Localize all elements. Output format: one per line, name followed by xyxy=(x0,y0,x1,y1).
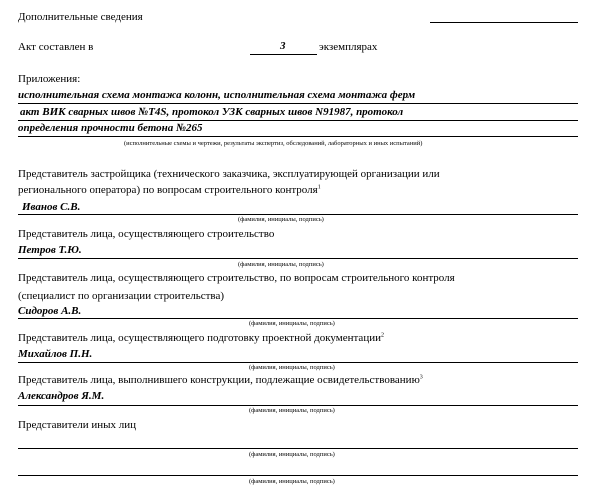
rep-name: Михайлов П.Н. xyxy=(18,348,93,360)
rep-signature-line[interactable] xyxy=(18,405,578,406)
rep-caption: (фамилия, инициалы, подпись) xyxy=(238,216,324,223)
attachment-line: исполнительная схема монтажа колонн, исполнительная схема монтажа ферм xyxy=(18,89,416,101)
rep-signature-line[interactable] xyxy=(18,318,578,319)
rep-signature-line[interactable] xyxy=(18,448,578,449)
rep-caption: (фамилия, инициалы, подпись) xyxy=(249,320,335,327)
additional-info-label: Дополнительные сведения xyxy=(18,11,143,23)
rep-label: регионального оператора) по вопросам строительного контроля$^1$ xyxy=(18,184,321,196)
copies-underline[interactable] xyxy=(250,54,317,55)
attachments-label: Приложения: xyxy=(18,73,81,85)
rep-name: Иванов С.В. xyxy=(22,201,81,213)
attachment-line: акт ВИК сварных швов №Т4S, протокол УЗК сварных швов N91987, протокол xyxy=(20,106,404,118)
rep-signature-line[interactable] xyxy=(18,362,578,363)
rep-label: (специалист по организации строительства) xyxy=(18,290,225,302)
rep-caption: (фамилия, инициалы, подпись) xyxy=(249,478,335,485)
rep-signature-line[interactable] xyxy=(18,475,578,476)
attachment-underline xyxy=(18,136,578,137)
rep-name: Сидоров А.В. xyxy=(18,305,82,317)
attachments-caption: (исполнительные схемы и чертежи, результаты экспертиз, обследований, лабораторных и иных испытаний) xyxy=(124,140,423,147)
rep-label: Представители иных лиц xyxy=(18,419,137,431)
rep-label: Представитель лица, выполнившего конструкции, подлежащие освидетельствованию$^3$ xyxy=(18,374,423,386)
rep-caption: (фамилия, инициалы, подпись) xyxy=(249,364,335,371)
rep-caption: (фамилия, инициалы, подпись) xyxy=(238,261,324,268)
rep-name: Петров Т.Ю. xyxy=(18,244,82,256)
rep-signature-line[interactable] xyxy=(18,258,578,259)
rep-label: Представитель лица, осуществляющего подготовку проектной документации$^2$ xyxy=(18,332,384,344)
additional-info-line[interactable] xyxy=(430,22,578,23)
act-label: Акт составлен в xyxy=(18,41,94,53)
rep-caption: (фамилия, инициалы, подпись) xyxy=(249,451,335,458)
rep-signature-line[interactable] xyxy=(18,214,578,215)
rep-label: Представитель лица, осуществляющего строительство, по вопросам строительного контроля xyxy=(18,272,455,284)
rep-label: Представитель застройщика (технического заказчика, эксплуатирующей организации или xyxy=(18,168,440,180)
rep-name: Александров Я.М. xyxy=(18,390,105,402)
attachment-underline xyxy=(18,103,578,104)
attachment-underline xyxy=(18,120,578,121)
rep-label: Представитель лица, осуществляющего строительство xyxy=(18,228,275,240)
copies-unit: экземплярах xyxy=(319,41,378,53)
copies-value: 3 xyxy=(280,40,286,52)
attachment-line: определения прочности бетона №265 xyxy=(18,122,203,134)
rep-caption: (фамилия, инициалы, подпись) xyxy=(249,407,335,414)
